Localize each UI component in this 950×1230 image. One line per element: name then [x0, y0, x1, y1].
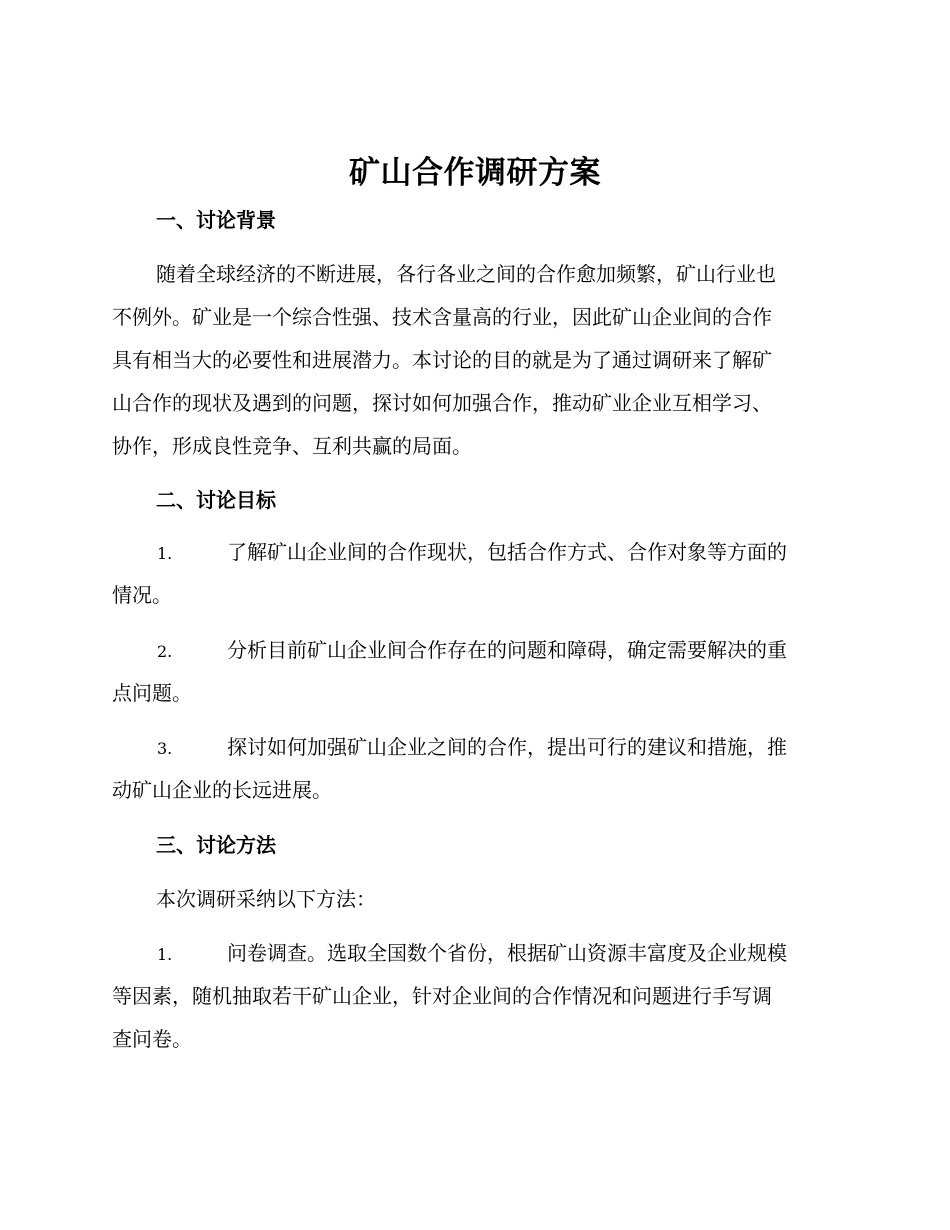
paragraph-line: 山合作的现状及遇到的问题，探讨如何加强合作，推动矿业企业互相学习、: [112, 391, 772, 415]
list-number: 2.: [157, 642, 173, 661]
list-item-text: 探讨如何加强矿山企业之间的合作，提出可行的建议和措施，推: [227, 735, 787, 759]
list-number: 1.: [157, 945, 173, 964]
list-item-continuation: 点问题。: [112, 681, 192, 705]
section-heading-goals: 二、讨论目标: [156, 488, 276, 512]
list-item-continuation: 动矿山企业的长远进展。: [112, 778, 332, 802]
list-number: 3.: [157, 739, 173, 758]
paragraph-line: 具有相当大的必要性和进展潜力。本讨论的目的就是为了通过调研来了解矿: [112, 348, 772, 372]
paragraph-line: 随着全球经济的不断进展，各行各业之间的合作愈加频繁，矿山行业也: [156, 262, 776, 286]
paragraph-line: 不例外。矿业是一个综合性强、技术含量高的行业，因此矿山企业间的合作: [112, 305, 772, 329]
list-item-text: 问卷调查。选取全国数个省份，根据矿山资源丰富度及企业规模: [227, 941, 787, 965]
goal-item-1: [112, 531, 832, 617]
background-paragraph: [112, 253, 832, 468]
document-title: 矿山合作调研方案: [349, 155, 601, 191]
goal-item-3: [112, 726, 832, 812]
list-item-continuation: 查问卷。: [112, 1027, 192, 1051]
list-item-text: 了解矿山企业间的合作现状，包括合作方式、合作对象等方面的: [227, 540, 787, 564]
section-heading-background: 一、讨论背景: [156, 208, 276, 232]
goal-item-2: [112, 629, 832, 715]
section-heading-methods: 三、讨论方法: [156, 833, 276, 857]
paragraph-line: 协作，形成良性竞争、互利共赢的局面。: [112, 434, 472, 458]
list-item-continuation: 情况。: [112, 583, 172, 607]
method-item-1: [112, 932, 832, 1061]
methods-intro: 本次调研采纳以下方法：: [156, 887, 376, 911]
list-item-text: 分析目前矿山企业间合作存在的问题和障碍，确定需要解决的重: [227, 638, 787, 662]
list-number: 1.: [157, 544, 173, 563]
list-item-continuation: 等因素，随机抽取若干矿山企业，针对企业间的合作情况和问题进行手写调: [112, 984, 772, 1008]
